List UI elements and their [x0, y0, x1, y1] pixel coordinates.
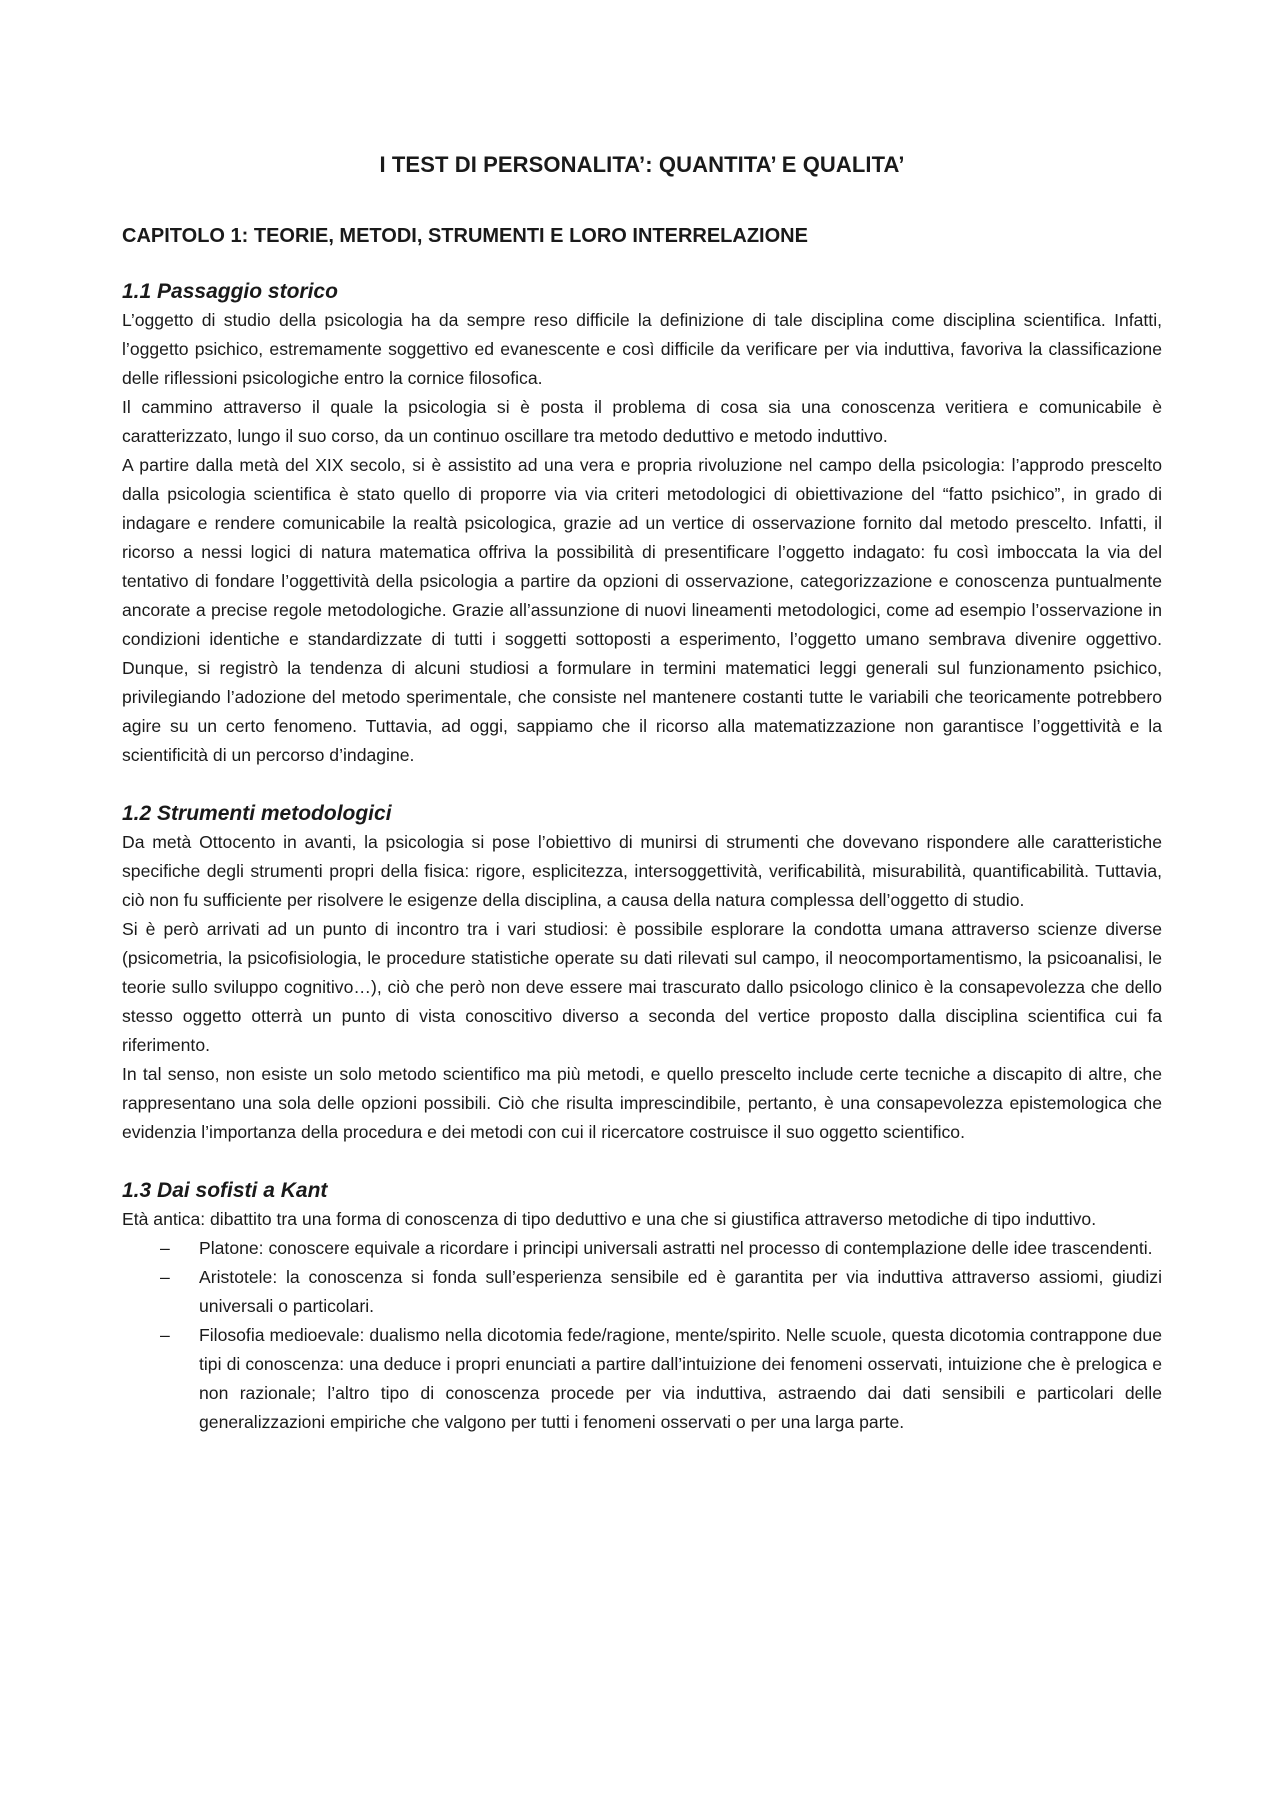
- chapter-title: CAPITOLO 1: TEORIE, METODI, STRUMENTI E LORO INTERRELAZIONE: [122, 225, 808, 247]
- section-heading: 1.3 Dai sofisti a Kant: [122, 1179, 328, 1202]
- document-title: I TEST DI PERSONALITA’: QUANTITA’ E QUALITA’: [379, 152, 905, 177]
- paragraph: A partire dalla metà del XIX secolo, si è assistito ad una vera e propria rivoluzione nel campo della psicologia: l’approdo prescelto dalla psicologia scientifica è stato quello di proporre via via criteri metodologici di obiettivazione del “fatto psichico”, in grado di indagare e rendere comunicabile la realtà psicologica, grazie ad un vertice di osservazione fornito dal metodo prescelto. Infatti, il ricorso a nessi logici di natura matematica offriva la possibilità di presentificare l’oggetto indagato: fu così imboccata la via del tentativo di fondare l’oggettività della psicologia a partire da opzioni di osservazione, categorizzazione e conoscenza puntualmente ancorate a precise regole metodologiche. Grazie all’assunzione di nuovi lineamenti metodologici, come ad esempio l’osservazione in condizioni identiche e standardizzate di tutti i soggetti sottoposti a esperimento, l’oggetto umano sembrava divenire oggettivo. Dunque, si registrò la tendenza di alcuni studiosi a formulare in termini matematici leggi generali sul funzionamento psichico, privilegiando l’adozione del metodo sperimentale, che consiste nel mantenere costanti tutte le variabili che teoricamente potrebbero agire su un certo fenomeno. Tuttavia, ad oggi, sappiamo che il ricorso alla matematizzazione non garantisce l’oggettività e la scientificità di un percorso d’indagine.: [122, 455, 1162, 765]
- paragraph: Il cammino attraverso il quale la psicologia si è posta il problema di cosa sia una conoscenza veritiera e comunicabile è caratterizzato, lungo il suo corso, da un continuo oscillare tra metodo deduttivo e metodo induttivo.: [122, 397, 1162, 446]
- list-item-text: Platone: conoscere equivale a ricordare i principi universali astratti nel processo di contemplazione delle idee trascendenti.: [199, 1238, 1153, 1258]
- list-item: [122, 1321, 1162, 1437]
- list-item-text: Aristotele: la conoscenza si fonda sull’esperienza sensibile ed è garantita per via induttiva attraverso assiomi, giudizi universali o particolari.: [199, 1267, 1162, 1316]
- section-heading: 1.2 Strumenti metodologici: [122, 802, 392, 825]
- paragraph: Età antica: dibattito tra una forma di conoscenza di tipo deduttivo e una che si giustifica attraverso metodiche di tipo induttivo.: [122, 1209, 1097, 1229]
- list-item: [122, 1234, 1162, 1263]
- paragraph: In tal senso, non esiste un solo metodo scientifico ma più metodi, e quello prescelto include certe tecniche a discapito di altre, che rappresentano una sola delle opzioni possibili. Ciò che risulta imprescindibile, pertanto, è una consapevolezza epistemologica che evidenzia l’importanza della procedura e dei metodi con cui il ricercatore costruisce il suo oggetto scientifico.: [122, 1064, 1162, 1142]
- bullet-list: [122, 1234, 1162, 1437]
- dash-bullet-icon: –: [160, 1267, 170, 1287]
- section-strumenti-metodologici: [122, 799, 1162, 1147]
- list-item: [122, 1263, 1162, 1321]
- paragraph: L’oggetto di studio della psicologia ha da sempre reso difficile la definizione di tale disciplina come disciplina scientifica. Infatti, l’oggetto psichico, estremamente soggettivo ed evanescente e così difficile da verificare per via induttiva, favoriva la classificazione delle riflessioni psicologiche entro la cornice filosofica.: [122, 310, 1162, 388]
- paragraph: Da metà Ottocento in avanti, la psicologia si pose l’obiettivo di munirsi di strumenti che dovevano rispondere alle caratteristiche specifiche degli strumenti propri della fisica: rigore, esplicitezza, intersoggettività, verificabilità, misurabilità, quantificabilità. Tuttavia, ciò non fu sufficiente per risolvere le esigenze della disciplina, a causa della natura complessa dell’oggetto di studio.: [122, 832, 1162, 910]
- section-heading: 1.1 Passaggio storico: [122, 280, 338, 303]
- dash-bullet-icon: –: [160, 1325, 170, 1345]
- document-page: [122, 150, 1162, 1466]
- dash-bullet-icon: –: [160, 1238, 170, 1258]
- paragraph: Si è però arrivati ad un punto di incontro tra i vari studiosi: è possibile esplorare la condotta umana attraverso scienze diverse (psicometria, la psicofisiologia, le procedure statistiche operate su dati rilevati sul campo, il neocomportamentismo, la psicoanalisi, le teorie sullo sviluppo cognitivo…), ciò che però non deve essere mai trascurato dallo psicologo clinico è la consapevolezza che dello stesso oggetto otterrà un punto di vista conoscitivo diverso a seconda del vertice proposto dalla disciplina scientifica cui fa riferimento.: [122, 919, 1162, 1055]
- section-dai-sofisti-a-kant: [122, 1176, 1162, 1437]
- list-item-text: Filosofia medioevale: dualismo nella dicotomia fede/ragione, mente/spirito. Nelle scuole, questa dicotomia contrappone due tipi di conoscenza: una deduce i propri enunciati a partire dall’intuizione dei fenomeni osservati, intuizione che è prelogica e non razionale; l’altro tipo di conoscenza procede per via induttiva, astraendo dai dati sensibili e particolari delle generalizzazioni empiriche che valgono per tutti i fenomeni osservati o per una larga parte.: [199, 1325, 1162, 1432]
- section-passaggio-storico: [122, 277, 1162, 770]
